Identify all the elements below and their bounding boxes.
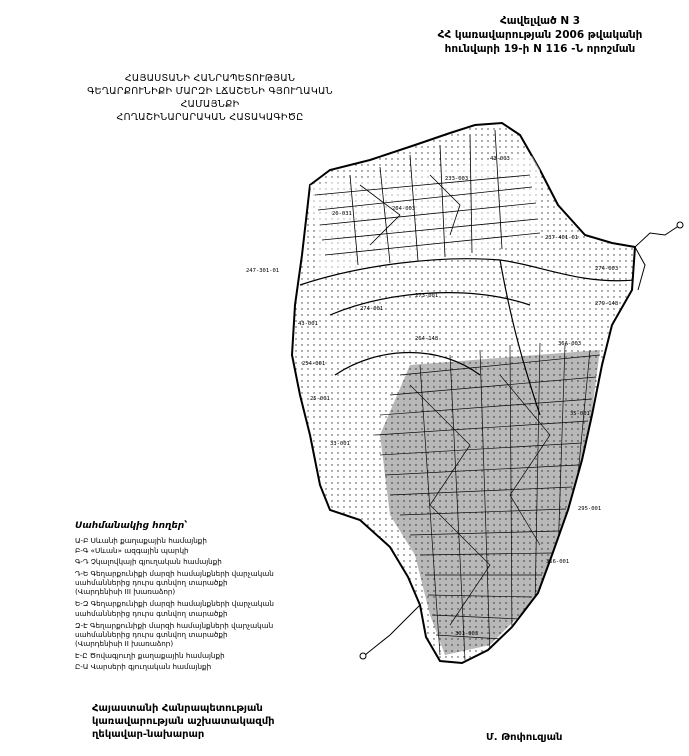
parcel-label: 233-003 xyxy=(445,176,469,182)
parcel-label: 237-401-01 xyxy=(545,235,579,241)
signatory-block xyxy=(92,702,292,741)
parcel-label: 35-001 xyxy=(570,411,590,417)
parcel-label: 279-148 xyxy=(595,301,619,307)
legend-item-y-a: Ը-Ա Վարսերի գյուղական համայնքի xyxy=(75,661,212,671)
legend-item-d-e: Դ-Ե Գեղարքունիքի մարզի համայնքների վարչական սահմաններից դուրս գտնվող տարածքի (Վարդենիսի III խառաձոր) xyxy=(75,568,274,597)
signatory-name: Մ. Թոփուզյան xyxy=(486,732,563,743)
legend-item-b-g: Բ-Գ «Սևան» ազգային պարկի xyxy=(75,546,189,556)
legend-item-e-y: Է-Ը Ծովագյուղի քաղաքային համայնքի xyxy=(75,651,225,661)
title-line-1: ՀԱՅԱՍՏԱՆԻ ՀԱՆՐԱՊԵՏՈՒԹՅԱՆ xyxy=(124,73,296,84)
legend xyxy=(75,522,315,672)
signatory-line-2: կառավարության աշխատակազմի xyxy=(92,716,275,727)
parcel-label: 274-003 xyxy=(595,266,619,272)
signatory-line-3: ղեկավար-նախարար xyxy=(92,729,205,740)
legend-item-a-b: Ա-Բ Սևանի քաղաքային համայնքի xyxy=(75,536,207,546)
parcel-label: 36A-003 xyxy=(558,341,582,347)
parcel-label: 301-003 xyxy=(455,631,479,637)
legend-item-g-d: Գ-Դ Չկալովկայի գյուղական համայնքի xyxy=(75,556,222,566)
parcel-label: 33-001 xyxy=(330,441,350,447)
parcel-label: 264-003 xyxy=(392,206,416,212)
parcel-label: 25-001 xyxy=(310,396,330,402)
parcel-label: 295-001 xyxy=(578,506,602,512)
parcel-label: 43-001 xyxy=(298,321,318,327)
parcel-label: 247-301-01 xyxy=(246,268,280,274)
annex-line-2: ՀՀ կառավարության 2006 թվականի xyxy=(437,29,643,41)
annex-line-3: հունվարի 19-ի N 116 -Ն որոշման xyxy=(444,43,636,55)
parcel-label: 43-003 xyxy=(490,156,510,162)
legend-item-z-e: Զ-Է Գեղարքունիքի մարզի համայնքների վարչական սահմաններից դուրս գտնվող տարածքի (Վարդենիսի II խառաձոր) xyxy=(75,620,274,649)
parcel-label: 273-001 xyxy=(415,293,439,299)
legend-heading: Սահմանակից հողեր՝ xyxy=(75,521,188,531)
title-line-3: ՀՈՂԱՇԻՆԱՐԱՐԱԿԱՆ ՀԱՏԱԿԱԳԻԾԸ xyxy=(116,112,304,123)
parcel-label: 264-148 xyxy=(415,336,439,342)
legend-item-e-z: Ե-Զ Գեղարքունիքի մարզի համայնքների վարչական սահմաններից դուրս գտնվող տարածքի xyxy=(75,599,274,618)
parcel-label: 274-001 xyxy=(360,306,384,312)
annex-line-1: Հավելված N 3 xyxy=(499,15,581,27)
signatory-line-1: Հայաստանի Հանրապետության xyxy=(92,703,263,714)
title-line-2: ԳԵՂԱՐՔՈՒՆԻՔԻ ՄԱՐԶԻ ԼՃԱՇԵՆԻ ԳՅՈՒՂԱԿԱՆ ՀԱՄԱՅՆՔԻ xyxy=(87,86,333,110)
parcel-label: 356-001 xyxy=(546,559,570,565)
parcel-label: 26-031 xyxy=(332,211,352,217)
annex-header xyxy=(420,14,660,56)
parcel-label: 254-001 xyxy=(302,361,326,367)
